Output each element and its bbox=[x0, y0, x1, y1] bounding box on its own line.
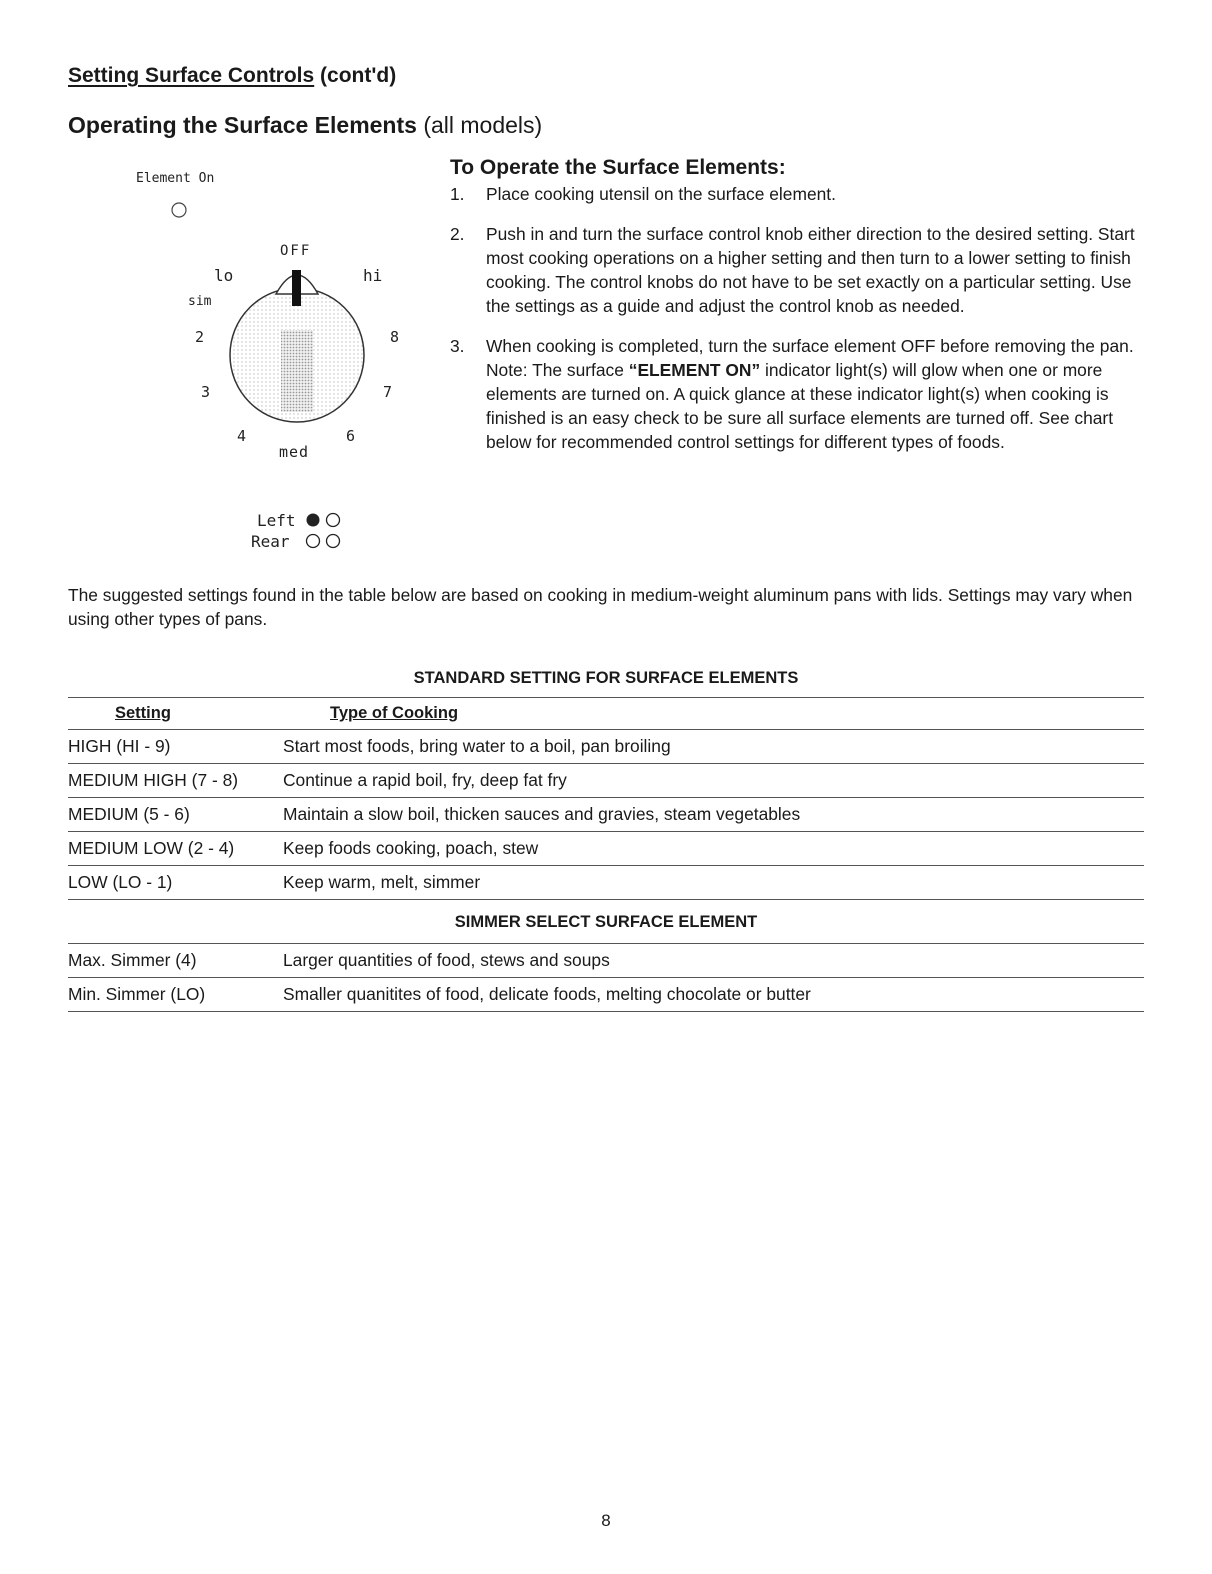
rear-left-element-indicator-icon bbox=[307, 535, 320, 548]
setting-3-label: 3 bbox=[201, 383, 211, 401]
step-number: 1. bbox=[450, 184, 465, 204]
setting-cell: MEDIUM HIGH (7 - 8) bbox=[68, 770, 239, 790]
type-cell: Larger quantities of food, stews and soups bbox=[283, 950, 610, 970]
step-text: Push in and turn the surface control knob either direction to the desired setting. Start most cooking operations on a higher setting and then turn to a lower setting to finish cooking. The control knobs do not have to be set exactly on a particular setting. Use the settings as a guide and adjust the control knob as needed. bbox=[486, 224, 1135, 316]
setting-cell: MEDIUM LOW (2 - 4) bbox=[68, 838, 235, 858]
section-title bbox=[68, 64, 396, 88]
table-row bbox=[68, 798, 1144, 832]
settings-table bbox=[68, 664, 1144, 1012]
step-text-part-a: When cooking is completed, turn the surface element OFF before removing the pan. Note: The surface bbox=[486, 336, 1134, 380]
instructions-title: To Operate the Surface Elements: bbox=[450, 156, 786, 179]
setting-cell: Min. Simmer (LO) bbox=[68, 984, 206, 1004]
table-caption: STANDARD SETTING FOR SURFACE ELEMENTS bbox=[68, 664, 1144, 698]
table-row bbox=[68, 764, 1144, 798]
page-number: 8 bbox=[601, 1511, 611, 1530]
control-knob-diagram bbox=[100, 160, 430, 560]
setting-cell: LOW (LO - 1) bbox=[68, 872, 173, 892]
step-text: Place cooking utensil on the surface element. bbox=[486, 184, 836, 204]
type-cell: Maintain a slow boil, thicken sauces and gravies, steam vegetables bbox=[283, 804, 801, 824]
instructions bbox=[450, 156, 1150, 470]
med-label: med bbox=[279, 443, 310, 461]
subtitle-bold: Operating the Surface Elements bbox=[68, 112, 417, 138]
hi-label: hi bbox=[363, 266, 383, 285]
off-label: OFF bbox=[280, 243, 312, 259]
control-knob-icon bbox=[230, 270, 364, 422]
intro-paragraph: The suggested settings found in the table below are based on cooking in medium-weight aluminum pans with lids. Settings may vary when using other types of pans. bbox=[68, 585, 1133, 629]
knob-illustration bbox=[100, 160, 430, 560]
left-rear-element-indicator-icon bbox=[327, 514, 340, 527]
rear-label: Rear bbox=[251, 532, 290, 551]
type-cell: Smaller quanitites of food, delicate foods, melting chocolate or butter bbox=[283, 984, 811, 1004]
element-on-indicator-icon bbox=[172, 203, 186, 217]
step-text bbox=[486, 334, 1150, 454]
setting-cell: MEDIUM (5 - 6) bbox=[68, 804, 190, 824]
column-header-setting: Setting bbox=[115, 704, 171, 722]
step-3 bbox=[450, 334, 1150, 454]
section-title-suffix: (cont'd) bbox=[320, 64, 397, 87]
type-cell: Keep warm, melt, simmer bbox=[283, 872, 481, 892]
step-2 bbox=[450, 222, 1150, 318]
lo-label: lo bbox=[214, 266, 234, 285]
left-label: Left bbox=[257, 511, 296, 530]
type-cell: Start most foods, bring water to a boil, pan broiling bbox=[283, 736, 671, 756]
setting-2-label: 2 bbox=[195, 328, 205, 346]
column-header-type: Type of Cooking bbox=[330, 704, 459, 722]
setting-7-label: 7 bbox=[383, 383, 393, 401]
setting-6-label: 6 bbox=[346, 427, 356, 445]
table-row bbox=[68, 944, 1144, 978]
step-text-part-b: indicator light(s) will glow when one or more elements are turned on. A quick glance at these indicator light(s) when cooking is finished is an easy check to be sure all surface elements are turned off. See chart below for recommended control settings for different types of foods. bbox=[486, 360, 1114, 452]
step-number: 3. bbox=[450, 336, 465, 356]
element-on-emphasis: “ELEMENT ON” bbox=[628, 360, 761, 380]
simmer-table-caption: SIMMER SELECT SURFACE ELEMENT bbox=[68, 900, 1144, 944]
section-title-main: Setting Surface Controls bbox=[68, 64, 315, 87]
sim-label: sim bbox=[188, 294, 212, 309]
type-cell: Continue a rapid boil, fry, deep fat fry bbox=[283, 770, 567, 790]
subtitle bbox=[68, 112, 542, 139]
table-row bbox=[68, 866, 1144, 900]
setting-4-label: 4 bbox=[237, 427, 247, 445]
rear-right-element-indicator-icon bbox=[327, 535, 340, 548]
element-on-label: Element On bbox=[136, 171, 215, 186]
setting-cell: Max. Simmer (4) bbox=[68, 950, 197, 970]
step-number: 2. bbox=[450, 224, 465, 244]
table-row bbox=[68, 978, 1144, 1012]
table-row bbox=[68, 730, 1144, 764]
setting-8-label: 8 bbox=[390, 328, 400, 346]
left-front-element-indicator-icon bbox=[307, 514, 320, 527]
subtitle-rest: (all models) bbox=[423, 112, 543, 138]
step-1 bbox=[450, 182, 1150, 206]
table-row bbox=[68, 832, 1144, 866]
type-cell: Keep foods cooking, poach, stew bbox=[283, 838, 539, 858]
table-header-row bbox=[68, 698, 1144, 730]
setting-cell: HIGH (HI - 9) bbox=[68, 736, 171, 756]
